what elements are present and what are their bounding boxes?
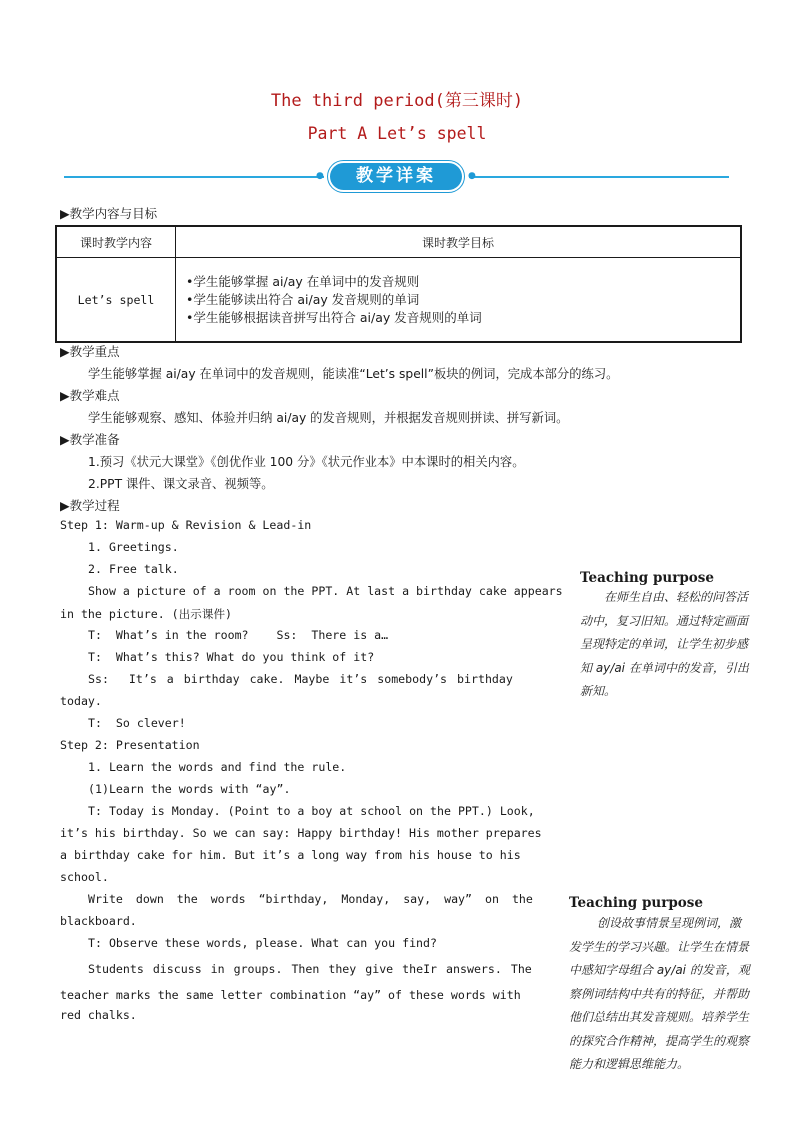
goals-table: [55, 225, 742, 343]
goals-heading: ▶教学内容与目标: [60, 206, 158, 221]
teaching-purpose-text: 在师生自由、轻松的问答活动中，复习旧知。通过特定画面呈现特定的单词，让学生初步感知 ay/ai 在单词中的发音，引出新知。: [580, 590, 749, 698]
dialogue-line: T: What’s in the room? Ss: There is a…: [88, 628, 389, 642]
difficulties-heading: ▶教学难点: [60, 388, 120, 403]
dialogue-line: T: What’s this? What do you think of it?: [88, 650, 375, 664]
section-banner: 教学详案: [330, 163, 462, 190]
body-line: Show a picture of a room on the PPT. At last a birthday cake appears: [88, 584, 563, 598]
body-line: in the picture. (出示课件): [60, 607, 233, 621]
dialogue-line: Ss: It’s a birthday cake. Maybe it’s somebody’s birthday: [88, 672, 513, 686]
step2-subitem: (1)Learn the words with “ay”.: [88, 782, 291, 796]
teaching-purpose-heading: Teaching purpose: [569, 895, 703, 911]
body-line: T: Observe these words, please. What can you find?: [88, 936, 438, 950]
body-line: teacher marks the same letter combination “ay” of these words with: [60, 988, 521, 1002]
table-cell-lesson: Let’s spell: [56, 258, 176, 343]
preparation-heading: ▶教学准备: [60, 432, 120, 447]
dialogue-line: T: So clever!: [88, 716, 186, 730]
preparation-item: 2.PPT 课件、课文录音、视频等。: [88, 477, 274, 491]
step1-item: 2. Free talk.: [88, 562, 179, 576]
teaching-purpose-text: 创设故事情景呈现例词，激发学生的学习兴趣。让学生在情景中感知字母组合 ay/ai 的发音，观察例词结构中共有的特征，并帮助他们总结出其发音规则。培养学生的探究合作精神，提高学生的观察能力和逻辑思维能力。: [569, 916, 750, 1071]
body-line: Write down the words “birthday, Monday, say, way” on the: [88, 892, 533, 906]
step1-title: Step 1: Warm-up & Revision & Lead-in: [60, 518, 312, 532]
banner-line-left: [64, 176, 324, 178]
body-line: school.: [60, 870, 109, 884]
preparation-item: 1.预习《状元大课堂》《创优作业 100 分》《状元作业本》中本课时的相关内容。: [88, 455, 525, 469]
step2-item: 1. Learn the words and find the rule.: [88, 760, 347, 774]
key-points-text: 学生能够掌握 ai/ay 在单词中的发音规则，能读准“Let’s spell”板块的例词，完成本部分的练习。: [88, 367, 619, 381]
step1-item: 1. Greetings.: [88, 540, 179, 554]
objective-item: •学生能够掌握 ai/ay 在单词中的发音规则: [186, 273, 420, 289]
body-line: Students discuss in groups. Then they give theIr answers. The: [88, 962, 532, 976]
teaching-purpose-heading: Teaching purpose: [580, 570, 714, 586]
difficulties-text: 学生能够观察、感知、体验并归纳 ai/ay 的发音规则，并根据发音规则拼读、拼写新词。: [88, 411, 569, 425]
banner-dots-left: ●: [316, 171, 325, 181]
body-line: it’s his birthday. So we can say: Happy birthday! His mother prepares: [60, 826, 542, 840]
page-title: The third period(第三课时): [270, 91, 524, 111]
objective-item: •学生能够根据读音拼写出符合 ai/ay 发音规则的单词: [186, 309, 482, 325]
table-cell-objectives: [176, 258, 742, 343]
step2-title: Step 2: Presentation: [60, 738, 200, 752]
key-points-heading: ▶教学重点: [60, 344, 120, 359]
banner-dots-right: ●: [468, 171, 477, 181]
dialogue-line: today.: [60, 694, 102, 708]
table-header-content: 课时教学内容: [56, 226, 176, 258]
table-header-goals: 课时教学目标: [176, 226, 742, 258]
body-line: a birthday cake for him. But it’s a long way from his house to his: [60, 848, 521, 862]
page-subtitle: Part A Let’s spell: [307, 124, 487, 143]
body-line: blackboard.: [60, 914, 137, 928]
objective-item: •学生能够读出符合 ai/ay 发音规则的单词: [186, 291, 420, 307]
body-line: T: Today is Monday. (Point to a boy at school on the PPT.) Look,: [88, 804, 535, 818]
body-line: red chalks.: [60, 1008, 137, 1022]
banner-line-right: [469, 176, 729, 178]
process-heading: ▶教学过程: [60, 498, 120, 513]
